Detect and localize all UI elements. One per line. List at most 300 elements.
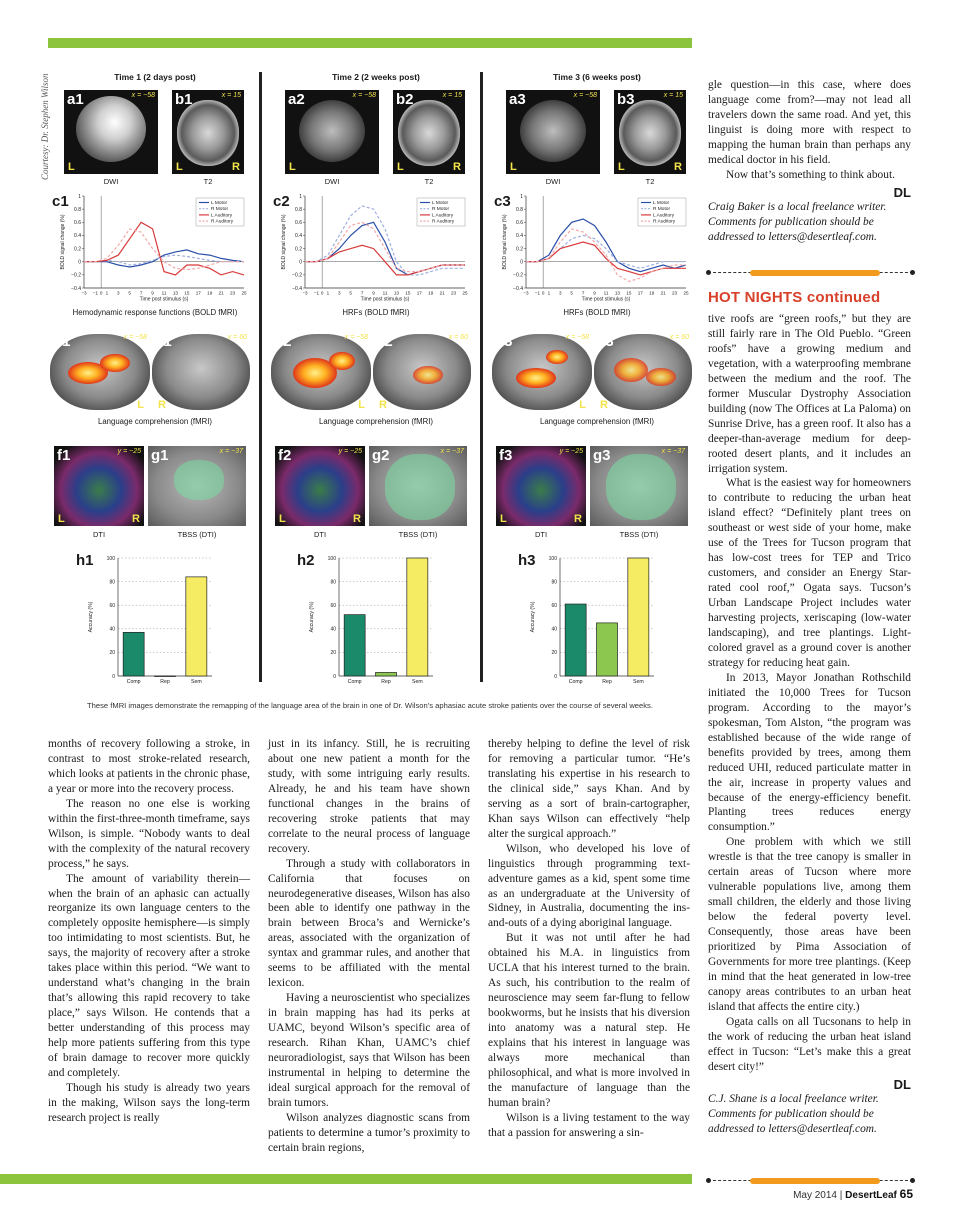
x-tick-label: 25	[462, 290, 468, 296]
category-label: Sem	[411, 679, 423, 685]
paragraph: Through a study with collaborators in California that focuses on neurodegenerative diseases, Wilson has also been able to identify one pathway in the brain between Broca’s and Wernicke’s areas, associated with the organization of syntax and grammar rules, and another that seems to be affiliated with the mental lexicon.	[268, 857, 470, 990]
y-tick-label: 60	[330, 603, 336, 609]
x-tick-label: −3	[81, 290, 87, 296]
y-tick-label: 20	[330, 650, 336, 657]
orientation-label: R	[574, 513, 582, 525]
slice-coordinate: x = −58	[131, 92, 155, 99]
footer-separator: |	[839, 1190, 843, 1201]
article-column-4-top	[708, 78, 911, 245]
photo-credit: Courtesy: Dr. Stephen Wilson	[40, 73, 50, 180]
hrf-chart	[490, 190, 704, 320]
y-tick-label: 0.2	[516, 246, 523, 253]
end-mark: DL	[893, 1076, 911, 1092]
section-divider	[708, 270, 913, 276]
y-tick-label: −0.2	[71, 272, 81, 279]
orientation-label: R	[132, 513, 140, 525]
y-axis-label: Accuracy (%)	[309, 601, 315, 633]
category-label: Rep	[160, 679, 170, 685]
category-label: Rep	[381, 679, 391, 685]
legend-entry: R Motor	[653, 207, 671, 213]
orientation-label: L	[279, 513, 286, 525]
y-tick-label: 40	[330, 626, 336, 633]
slice-coordinate: y = −25	[338, 448, 362, 455]
paragraph: Ogata calls on all Tucsonans to help in the work of reducing the urban heat island effect in Tucson: “Let’s make this a great desert city!”	[708, 1015, 911, 1073]
hrf-svg	[269, 190, 483, 308]
accuracy-bar-chart	[48, 552, 262, 685]
chart-caption: HRFs (BOLD fMRI)	[342, 308, 410, 317]
slice-coordinate: x = 60	[448, 334, 468, 341]
scan-caption: TBSS (DTI)	[177, 530, 217, 539]
orientation-label: R	[674, 161, 682, 173]
x-tick-label: 23	[672, 290, 678, 296]
continued-heading: HOT NIGHTS continued	[708, 289, 881, 306]
figure-column-1	[48, 68, 262, 685]
category-label: Sem	[190, 679, 202, 685]
x-tick-label: 11	[382, 290, 388, 296]
author-bio: Craig Baker is a local freelance writer. Comments for publication should be addressed to letters@desertleaf.com.	[708, 200, 887, 243]
paragraph: What is the easiest way for homeowners to contribute to reducing the urban heat island effect? “Definitely plant trees on southeast or west side of your home, make use of the Trees for Tucson program that has low-cost trees for TEP and Trico customers, and consider an Energy Star-rated cool roof,” Ogata says. Tucson’s Urban Landscape Project includes water harvesting projects, xeriscaping (low-water landscaping), and tree plantings. Light-colored gravel as a ground cover is another strategy for reducing heat gain.	[708, 477, 911, 669]
y-tick-label: 1	[299, 193, 302, 200]
fmri-figure	[48, 68, 692, 685]
bar-rep	[597, 623, 618, 676]
x-tick-label: 19	[207, 290, 213, 296]
panel-label: g1	[151, 447, 169, 464]
y-tick-label: 0.2	[74, 246, 81, 253]
legend-entry: L Motor	[653, 201, 670, 206]
orientation-label: L	[618, 161, 625, 173]
paragraph: In 2013, Mayor Jonathan Rothschild initiated the 10,000 Trees for Tucson program. According to the mayor’s spokesman, Tom Alston, “the program was established because of the wide range of benefits provided by trees, among them reduced UHI, reduced particulate matter in the air, increase in property values and because of the energy-efficiency benefit. Planting trees reduces energy consumption.”	[708, 671, 911, 834]
chart-caption: Hemodynamic response functions (BOLD fMRI)	[72, 308, 238, 317]
y-tick-label: 80	[551, 579, 557, 586]
paragraph: gle question—in this case, where does language come from?—may not lead all travelers down the same road. And yet, this linguist is doing more with respect to mapping the human brain than perhaps any medical doctor in his field.	[708, 79, 911, 166]
slice-coordinate: x = −58	[344, 334, 368, 341]
x-tick-label: −3	[302, 290, 308, 296]
panel-label: f2	[278, 447, 292, 464]
x-tick-label: 25	[241, 290, 247, 296]
legend	[417, 198, 465, 226]
bar-comp	[123, 632, 144, 676]
slice-coordinate: x = −37	[440, 448, 464, 455]
scan-caption: Language comprehension (fMRI)	[98, 417, 212, 426]
y-tick-label: 0	[299, 259, 302, 266]
legend-entry: L Auditory	[432, 213, 454, 219]
y-tick-label: −0.2	[513, 272, 523, 279]
figure-column-3	[490, 68, 704, 685]
dwi-scan	[64, 90, 158, 174]
paragraph: just in its infancy. Still, he is recruiting about one new patient a month for the study, with some intriguing early results. Already, he and his team have shown functional changes in the brains of recovering stroke patients that may correlate to the neural process of language recovery.	[268, 738, 470, 855]
panel-label: a2	[288, 91, 305, 108]
author-bio: C.J. Shane is a local freelance writer. Comments for publication should be addressed to letters@desertleaf.com.	[708, 1092, 879, 1135]
y-axis-label: Accuracy (%)	[530, 601, 536, 633]
slice-coordinate: x = 60	[669, 334, 689, 341]
category-label: Comp	[568, 679, 583, 685]
bar-sem	[628, 558, 649, 676]
y-tick-label: 0	[78, 259, 81, 266]
panel-label: b1	[175, 91, 193, 108]
category-label: Rep	[602, 679, 612, 685]
panel-label: e2	[376, 333, 393, 350]
y-tick-label: 0.6	[295, 220, 302, 227]
y-tick-label: −0.4	[292, 285, 302, 292]
panel-label: g3	[593, 447, 611, 464]
panel-label: g2	[372, 447, 390, 464]
x-tick-label: 7	[139, 290, 143, 296]
orientation-label: R	[453, 161, 461, 173]
dti-scan	[54, 446, 144, 526]
x-tick-label: 9	[151, 290, 154, 296]
series-line-l-auditory	[84, 222, 244, 275]
panel-label: a1	[67, 91, 84, 108]
page-number: 65	[899, 1187, 913, 1201]
scan-caption: Language comprehension (fMRI)	[319, 417, 433, 426]
x-tick-label: 3	[338, 290, 341, 296]
bar-rep	[376, 672, 397, 676]
y-axis-label: Accuracy (%)	[88, 601, 94, 633]
series-line-r-auditory	[526, 229, 686, 282]
paragraph: Wilson is a living testament to the way that a passion for answering a sin-	[488, 1111, 690, 1139]
legend-entry: R Auditory	[432, 219, 455, 225]
slice-coordinate: x = 15	[663, 92, 683, 99]
fmri-right-hemisphere	[594, 332, 692, 412]
fmri-left-hemisphere	[50, 332, 150, 412]
orientation-label: L	[137, 399, 144, 411]
slice-coordinate: y = −25	[559, 448, 583, 455]
x-tick-label: 21	[218, 290, 224, 296]
x-axis-label: Time post stimulus (s)	[139, 296, 189, 303]
scan-caption: DTI	[92, 530, 106, 539]
x-tick-label: 3	[117, 290, 120, 296]
tbss-scan	[590, 446, 688, 526]
tbss-scan	[369, 446, 467, 526]
x-tick-label: 25	[683, 290, 689, 296]
x-tick-label: 17	[416, 290, 422, 296]
x-tick-label: 9	[372, 290, 375, 296]
legend	[638, 198, 686, 226]
panel-label: d3	[495, 333, 513, 350]
legend-entry: L Auditory	[653, 213, 675, 219]
scan-caption: T2	[424, 177, 434, 186]
bottom-accent-bar	[0, 1174, 692, 1184]
scan-caption: TBSS (DTI)	[619, 530, 659, 539]
activation-blob	[614, 358, 648, 382]
category-label: Sem	[632, 679, 644, 685]
activation-blob	[516, 368, 556, 388]
x-tick-label: 5	[570, 290, 573, 296]
slice-coordinate: x = −37	[661, 448, 685, 455]
x-tick-label: 7	[360, 290, 364, 296]
hrf-svg	[490, 190, 704, 308]
x-tick-label: 3	[559, 290, 562, 296]
panel-label: e1	[155, 333, 172, 350]
y-tick-label: 40	[551, 626, 557, 633]
y-tick-label: −0.2	[292, 272, 302, 279]
top-accent-bar	[48, 38, 692, 48]
article-column-4-bottom	[708, 312, 911, 1136]
panel-label: h2	[297, 552, 315, 569]
y-tick-label: 0.4	[74, 233, 81, 240]
orientation-label: L	[289, 161, 296, 173]
legend-entry: R Auditory	[653, 219, 676, 225]
scan-caption: DTI	[534, 530, 548, 539]
orientation-label: R	[158, 399, 166, 411]
x-tick-label: 15	[626, 290, 632, 296]
legend-entry: L Motor	[211, 201, 228, 206]
hrf-svg	[48, 190, 262, 308]
category-label: Comp	[347, 679, 362, 685]
orientation-label: L	[500, 513, 507, 525]
accuracy-bar-chart	[269, 552, 483, 685]
y-tick-label: 0.2	[295, 246, 302, 253]
x-tick-label: 13	[393, 290, 399, 296]
panel-label: c2	[273, 193, 290, 210]
y-tick-label: 0.8	[295, 206, 302, 213]
t2-scan	[172, 90, 244, 174]
x-tick-label: 19	[649, 290, 655, 296]
end-mark: DL	[893, 184, 911, 200]
fmri-left-hemisphere	[492, 332, 592, 412]
panel-label: b2	[396, 91, 414, 108]
series-line-r-auditory	[84, 229, 244, 270]
hrf-chart	[48, 190, 262, 320]
panel-label: d2	[274, 333, 292, 350]
activation-blob	[546, 350, 568, 364]
x-tick-label: 11	[603, 290, 609, 296]
activation-blob	[646, 368, 676, 386]
x-tick-label: 21	[439, 290, 445, 296]
legend	[196, 198, 244, 226]
article-column-1	[48, 737, 250, 1126]
y-tick-label: 100	[327, 555, 336, 562]
panel-label: d1	[53, 333, 71, 350]
dti-scan	[496, 446, 586, 526]
slice-coordinate: x = −58	[352, 92, 376, 99]
x-tick-label: −1	[92, 290, 99, 296]
x-tick-label: 23	[451, 290, 457, 296]
scan-caption: DTI	[313, 530, 327, 539]
paragraph: Having a neuroscientist who specializes in brain mapping has had its perks at UAMC, beyond Wilson’s specific area of research. Rihan Khan, UAMC’s chief neuroradiologist, says that Wilson has been instrumental in helping to determine the ideal surgical approach for the removal of brain tumors.	[268, 992, 470, 1109]
slice-coordinate: x = 15	[442, 92, 462, 99]
x-tick-label: 15	[184, 290, 190, 296]
bar-svg	[48, 552, 262, 685]
slice-coordinate: x = −58	[573, 92, 597, 99]
orientation-label: L	[579, 399, 586, 411]
panel-label: f1	[57, 447, 71, 464]
orientation-label: R	[379, 399, 387, 411]
y-tick-label: 60	[109, 603, 115, 609]
x-tick-label: 0	[541, 290, 545, 296]
x-tick-label: 0	[99, 290, 103, 296]
figure-column-2	[269, 68, 483, 685]
t2-scan	[614, 90, 686, 174]
x-tick-label: 5	[128, 290, 131, 296]
y-tick-label: 0	[520, 259, 523, 266]
panel-label: c3	[494, 193, 511, 210]
x-tick-label: 1	[105, 290, 109, 296]
orientation-label: L	[58, 513, 65, 525]
y-tick-label: 80	[109, 579, 115, 586]
legend-entry: R Motor	[211, 207, 229, 213]
y-tick-label: −0.4	[71, 285, 81, 292]
y-tick-label: 0	[112, 673, 115, 680]
y-tick-label: 0.4	[295, 233, 302, 240]
series-line-l-motor	[526, 219, 686, 272]
scan-caption: DWI	[324, 177, 340, 186]
x-tick-label: 17	[637, 290, 643, 296]
x-tick-label: 19	[428, 290, 434, 296]
scan-caption: DWI	[103, 177, 119, 186]
y-tick-label: 100	[548, 555, 557, 562]
orientation-label: L	[68, 161, 75, 173]
scan-caption: T2	[203, 177, 213, 186]
orientation-label: R	[600, 399, 608, 411]
paragraph: The amount of variability therein—when the brain of an aphasic can actually reorganize its own language centers to the completely opposite hemisphere—is simply too intimidating to most scientists. But, he says, the majority of recovery after a stroke takes place within this period. “We want to understand what’s changing in the brain that’s allowing this rapid recovery to take place,” says Wilson. He contends that a better understanding of this process may help more patients suffering from this type of brain damage to recover more quickly and completely.	[48, 872, 250, 1079]
x-tick-label: 0	[320, 290, 324, 296]
y-tick-label: 0.6	[516, 220, 523, 227]
paragraph: Wilson analyzes diagnostic scans from patients to determine a tumor’s proximity to certain brain regions,	[268, 1111, 470, 1154]
panel-label: e3	[597, 333, 614, 350]
slice-coordinate: x = −37	[219, 448, 243, 455]
y-axis-label: BOLD signal change (%)	[281, 214, 287, 270]
scan-caption: Language comprehension (fMRI)	[540, 417, 654, 426]
y-tick-label: 80	[330, 579, 336, 586]
panel-label: h1	[76, 552, 94, 569]
slice-coordinate: x = −58	[123, 334, 147, 341]
slice-coordinate: y = −25	[117, 448, 141, 455]
x-tick-label: 5	[349, 290, 352, 296]
y-tick-label: −0.4	[513, 285, 523, 292]
legend-entry: R Motor	[432, 207, 450, 213]
paragraph: The reason no one else is working within the first-three-month timeframe, says Wilson, is simple. “Nobody wants to deal with the complexity of the natural recovery process,” he says.	[48, 797, 250, 870]
y-tick-label: 0.6	[74, 220, 81, 227]
dti-scan	[275, 446, 365, 526]
orientation-label: R	[232, 161, 240, 173]
timepoint-title: Time 3 (6 weeks post)	[553, 72, 641, 82]
article-column-2	[268, 737, 470, 1156]
x-tick-label: −1	[313, 290, 320, 296]
paragraph: One problem with which we still wrestle is that the tree canopy is smaller in certain areas of Tucson where more vulnerable populations live, among them small children, the elderly and those living below the federal poverty level. Consequently, those areas have been prioritized by Pima Association of Governments for more tree plantings. (Keep in mind that the heat generated in low-tree canopy areas contributes to an urban heat island that affects the entire city.)	[708, 836, 911, 1013]
footer-divider	[708, 1178, 913, 1184]
activation-blob	[329, 352, 355, 370]
dwi-scan	[285, 90, 379, 174]
x-axis-label: Time post stimulus (s)	[360, 296, 410, 303]
orientation-label: L	[358, 399, 365, 411]
y-tick-label: 0	[333, 673, 336, 680]
slice-coordinate: x = 15	[221, 92, 241, 99]
fmri-right-hemisphere	[152, 332, 250, 412]
x-tick-label: −1	[534, 290, 541, 296]
issue-date: May 2014	[793, 1190, 837, 1201]
chart-caption: HRFs (BOLD fMRI)	[563, 308, 631, 317]
bar-sem	[186, 577, 207, 676]
slice-coordinate: x = −58	[565, 334, 589, 341]
scan-caption: DWI	[545, 177, 561, 186]
slice-coordinate: x = 60	[227, 334, 247, 341]
category-label: Comp	[126, 679, 141, 685]
figure-caption: These fMRI images demonstrate the remapping of the language area of the brain in one of Dr. Wilson’s aphasiac acute stroke patients over the course of several weeks.	[87, 701, 653, 710]
timepoint-title: Time 2 (2 weeks post)	[332, 72, 420, 82]
timepoint-title: Time 1 (2 days post)	[114, 72, 196, 82]
orientation-label: L	[397, 161, 404, 173]
y-tick-label: 1	[520, 193, 523, 200]
series-line-l-auditory	[526, 242, 686, 275]
scan-caption: T2	[645, 177, 655, 186]
legend-entry: R Auditory	[211, 219, 234, 225]
x-tick-label: 7	[581, 290, 585, 296]
fmri-left-hemisphere	[271, 332, 371, 412]
paragraph: months of recovery following a stroke, in contrast to most stroke-related research, which looks at patients in the chronic phase, a year or more into the recovery process.	[48, 738, 250, 795]
panel-label: h3	[518, 552, 536, 569]
x-tick-label: 11	[161, 290, 167, 296]
hrf-chart	[269, 190, 483, 320]
y-tick-label: 40	[109, 626, 115, 633]
paragraph: Now that’s something to think about.	[726, 168, 895, 181]
legend-entry: L Auditory	[211, 213, 233, 219]
y-tick-label: 0.4	[516, 233, 523, 240]
paragraph: tive roofs are “green roofs,” but they are still fairly rare in The Old Pueblo. “Green roofs” have a growing medium and vegetation, with a waterproofing membrane between the medium and the roof. The former Muscular Dystrophy Association building (now The Offices at La Paloma) on Sunrise Drive, has a green roof. It also has a deeper-than-average medium for deep-rooted desert plants, and it includes an irrigation system.	[708, 313, 911, 475]
series-line-l-motor	[84, 250, 244, 267]
y-tick-label: 0	[554, 673, 557, 680]
orientation-label: L	[510, 161, 517, 173]
magazine-name: DesertLeaf	[845, 1190, 897, 1201]
bar-svg	[269, 552, 483, 685]
x-tick-label: 1	[547, 290, 551, 296]
paragraph: thereby helping to define the level of risk for removing a particular tumor. “He’s translating his expertise in his research to the clinical side,” says Khan. And by serving as a sort of brain-cartographer, Khan says Wilson can effectively “help alter the surgical approach.”	[488, 738, 690, 840]
x-tick-label: 17	[195, 290, 201, 296]
activation-blob	[100, 354, 130, 372]
paragraph: Though his study is already two years in the making, Wilson says the long-term research project is really	[48, 1081, 250, 1124]
x-tick-label: 21	[660, 290, 666, 296]
paragraph: Wilson, who developed his love of linguistics through programming text-adventure games as a kid, spent some time as an undergraduate at the University of Sidney, in Australia, documenting the ins-and-outs of a dying aboriginal language.	[488, 842, 690, 930]
bar-sem	[407, 558, 428, 676]
y-tick-label: 1	[78, 193, 81, 200]
bar-svg	[490, 552, 704, 685]
x-tick-label: 13	[172, 290, 178, 296]
panel-label: f3	[499, 447, 513, 464]
y-axis-label: BOLD signal change (%)	[502, 214, 508, 270]
x-tick-label: 1	[326, 290, 330, 296]
dwi-scan	[506, 90, 600, 174]
orientation-label: L	[176, 161, 183, 173]
y-axis-label: BOLD signal change (%)	[60, 214, 66, 270]
y-tick-label: 60	[551, 603, 557, 609]
y-tick-label: 20	[551, 650, 557, 657]
x-tick-label: 15	[405, 290, 411, 296]
scan-caption: TBSS (DTI)	[398, 530, 438, 539]
orientation-label: R	[353, 513, 361, 525]
page-footer	[793, 1187, 913, 1201]
series-line-r-motor	[526, 235, 686, 268]
bar-rep	[155, 676, 176, 677]
y-tick-label: 20	[109, 650, 115, 657]
fmri-right-hemisphere	[373, 332, 471, 412]
tbss-scan	[148, 446, 246, 526]
activation-blob	[413, 366, 443, 384]
x-tick-label: −3	[523, 290, 529, 296]
x-tick-label: 23	[230, 290, 236, 296]
bar-comp	[344, 615, 365, 676]
bar-comp	[565, 604, 586, 676]
panel-label: b3	[617, 91, 635, 108]
x-axis-label: Time post stimulus (s)	[581, 296, 631, 303]
x-tick-label: 9	[593, 290, 596, 296]
panel-label: c1	[52, 193, 69, 210]
panel-label: a3	[509, 91, 526, 108]
y-tick-label: 100	[106, 555, 115, 562]
y-tick-label: 0.8	[516, 206, 523, 213]
accuracy-bar-chart	[490, 552, 704, 685]
paragraph: But it was not until after he had obtained his M.A. in linguistics from UCLA that his interest turned to the brain. As such, his contribution to the realm of neuroscience may seem far-flung to fellow bookworms, but he insists that his diversion into anatomy was a natural step. He explains that his interest in language was always more mechanical than philosophical, and what is more involved in the manufacture of language than the human brain?	[488, 932, 690, 1109]
y-tick-label: 0.8	[74, 206, 81, 213]
